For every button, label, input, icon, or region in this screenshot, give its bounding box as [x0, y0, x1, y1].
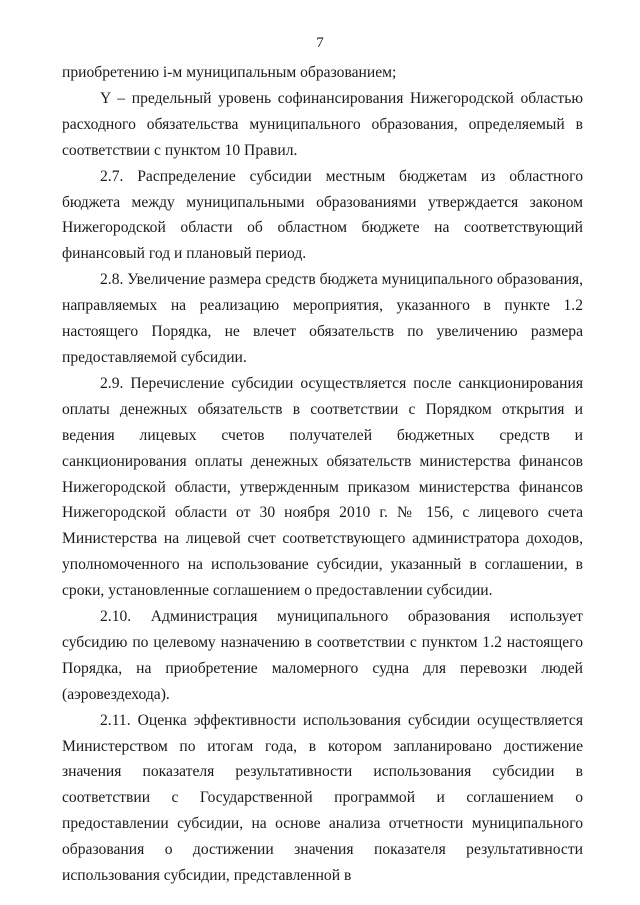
paragraph-2-11: 2.11. Оценка эффективности использования субсидии осуществляется Министерством по итогам года, в котором запланировано достижение значения показателя результативности использования субсидии в соответствии с Государственной программой и соглашением о предоставлении субсидии, на основе анализа отчетности муниципального образования о достижении значения показателя результативности использования субсидии, представленной в — [62, 711, 583, 885]
page-number: 7 — [316, 35, 324, 51]
paragraph-continuation: приобретению i-м муниципальным образованием; — [62, 64, 397, 81]
paragraph-2-7: 2.7. Распределение субсидии местным бюджетам из областного бюджета между муниципальными образованиями утверждается законом Нижегородской области об областном бюджете на соответствующий финансовый год и плановый период. — [62, 167, 583, 263]
paragraph-2-9: 2.9. Перечисление субсидии осуществляется после санкционирования оплаты денежных обязательств в соответствии с Порядком открытия и ведения лицевых счетов получателей бюджетных средств и санкционирования оплаты денежных обязательств министерства финансов Нижегородской области, утвержденным приказом министерства финансов Нижегородской области от 30 ноября 2010 г. № 156, с лицевого счета Министерства на лицевой счет соответствующего администратора доходов, уполномоченного на использование субсидии, указанный в соглашении, в сроки, установленные соглашением о предоставлении субсидии. — [62, 374, 583, 600]
paragraph-2-10: 2.10. Администрация муниципального образования использует субсидию по целевому назначению в соответствии с пунктом 1.2 настоящего Порядка, на приобретение маломерного судна для перевозки людей (аэровездехода). — [62, 608, 583, 703]
document-body — [62, 60, 583, 889]
paragraph-y-definition: Y – предельный уровень софинансирования Нижегородской областью расходного обязательства муниципального образования, определяемый в соответствии с пунктом 10 Правил. — [62, 89, 583, 159]
paragraph-2-8: 2.8. Увеличение размера средств бюджета муниципального образования, направляемых на реализацию мероприятия, указанного в пункте 1.2 настоящего Порядка, не влечет обязательств по увеличению размера предоставляемой субсидии. — [62, 271, 583, 366]
